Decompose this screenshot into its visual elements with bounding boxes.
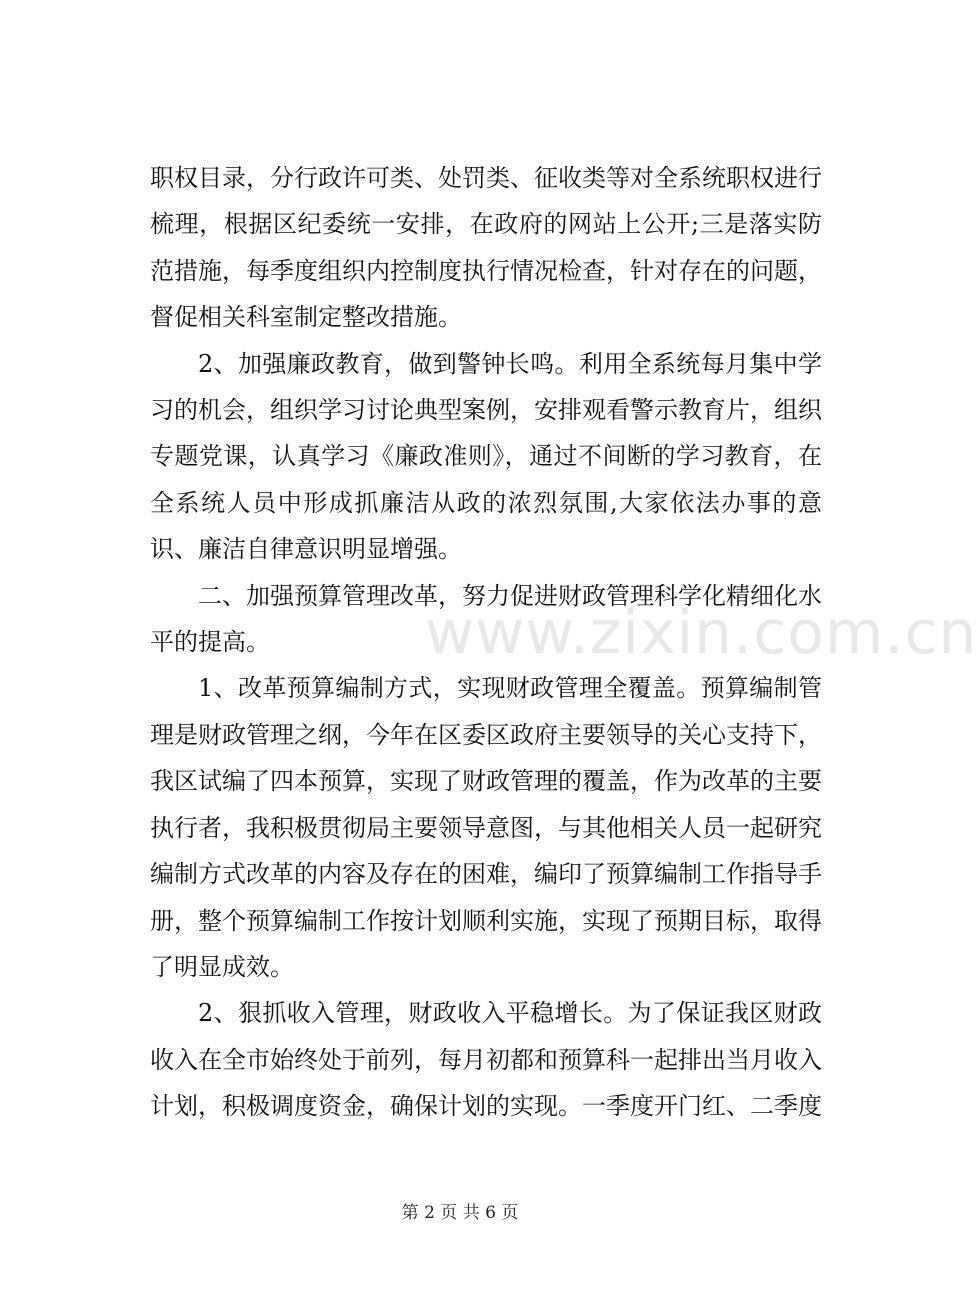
page-footer <box>0 1198 920 1223</box>
watermark: www.zixin.com.cn <box>425 598 977 668</box>
paragraph-2: 2、加强廉政教育，做到警钟长鸣。利用全系统每月集中学习的机会，组织学习讨论典型案例，安排观看警示教育片，组织专题党课，认真学习《廉政准则》，通过不间断的学习教育，在全系统人员中形成抓廉洁从政的浓烈氛围,大家依法办事的意识、廉洁自律意识明显增强。 <box>150 349 822 564</box>
paragraph-5: 2、狠抓收入管理，财政收入平稳增长。为了保证我区财政收入在全市始终处于前列，每月初都和预算科一起排出当月收入计划，积极调度资金，确保计划的实现。一季度开门红、二季度 <box>150 999 822 1121</box>
paragraph-1: 职权目录，分行政许可类、处罚类、征收类等对全系统职权进行梳理，根据区纪委统一安排，在政府的网站上公开;三是落实防范措施，每季度组织内控制度执行情况检查，针对存在的问题，督促相关科室制定整改措施。 <box>150 164 822 332</box>
document-body <box>150 155 822 1130</box>
page-number-label: 第 2 页 共 6 页 <box>401 1203 519 1223</box>
paragraph-3: 二、加强预算管理改革，努力促进财政管理科学化精细化水平的提高。 <box>150 581 822 657</box>
paragraph-4: 1、改革预算编制方式，实现财政管理全覆盖。预算编制管理是财政管理之纲，今年在区委区政府主要领导的关心支持下，我区试编了四本预算，实现了财政管理的覆盖，作为改革的主要执行者，我积极贯彻局主要领导意图，与其他相关人员一起研究编制方式改革的内容及存在的困难，编印了预算编制工作指导手册，整个预算编制工作按计划顺利实施，实现了预期目标，取得了明显成效。 <box>150 674 822 981</box>
